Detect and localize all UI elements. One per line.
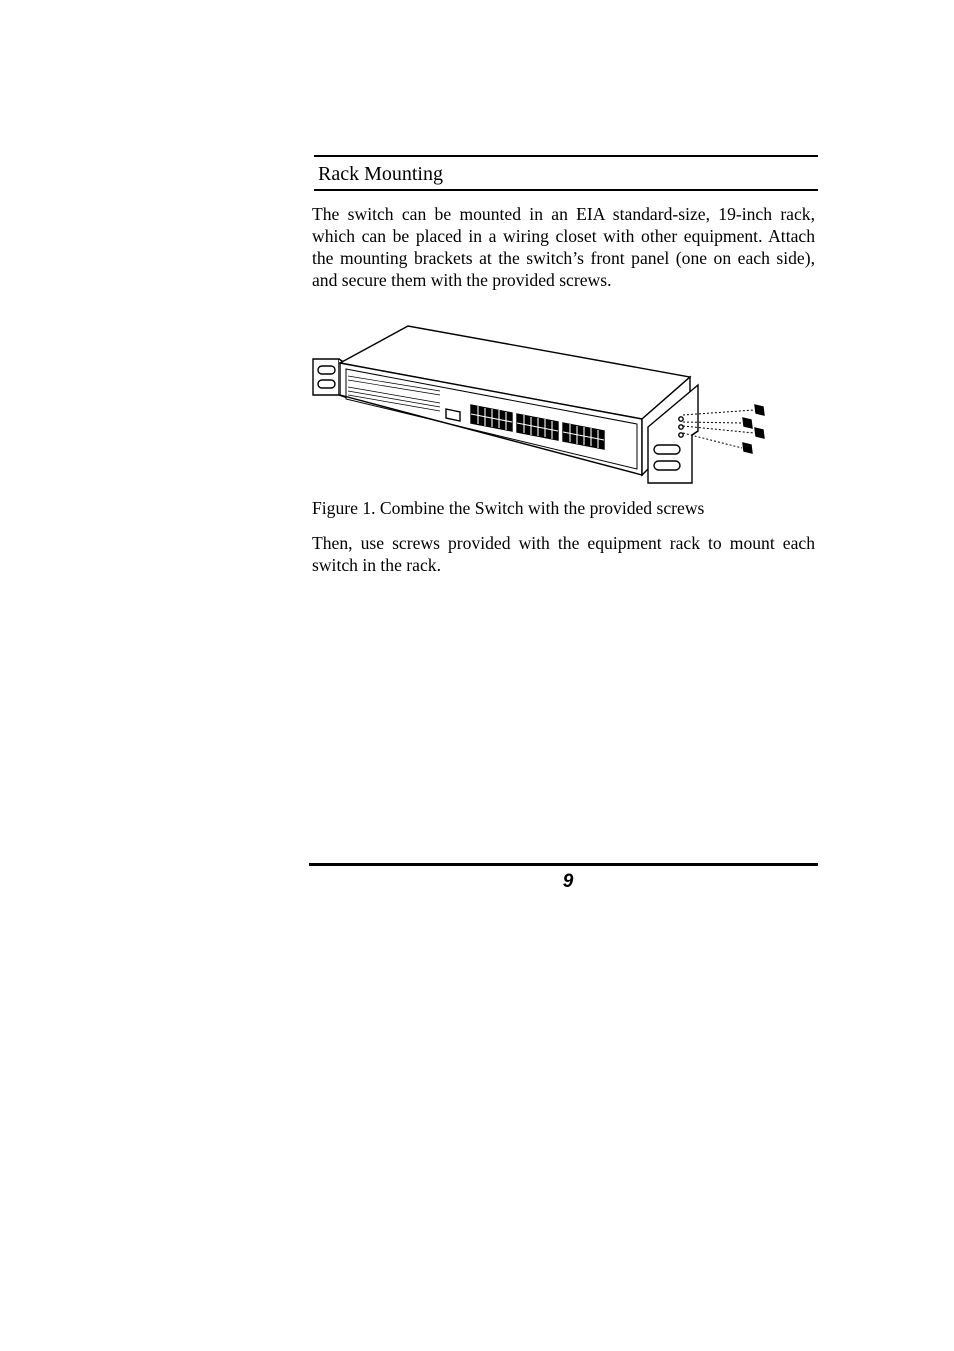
page-number: 9 (562, 871, 574, 892)
footer-rule (309, 863, 818, 866)
section-title: Rack Mounting (318, 163, 443, 185)
section-header (314, 155, 818, 191)
rack-mounted-switch-illustration (312, 323, 774, 487)
figure-switch-rack-mount (312, 323, 774, 487)
body-paragraph-then: Then, use screws provided with the equipment rack to mount each switch in the rack. (312, 533, 815, 575)
screw-icons (743, 405, 764, 453)
figure-caption: Figure 1. Combine the Switch with the provided screws (312, 498, 705, 518)
body-paragraph-rack-mounting: The switch can be mounted in an EIA standard-size, 19-inch rack, which can be placed in a wiring closet with other equipment. Attach the mounting brackets at the switch’s front panel (one on each side), and secure them with the provided screws. (312, 204, 815, 290)
